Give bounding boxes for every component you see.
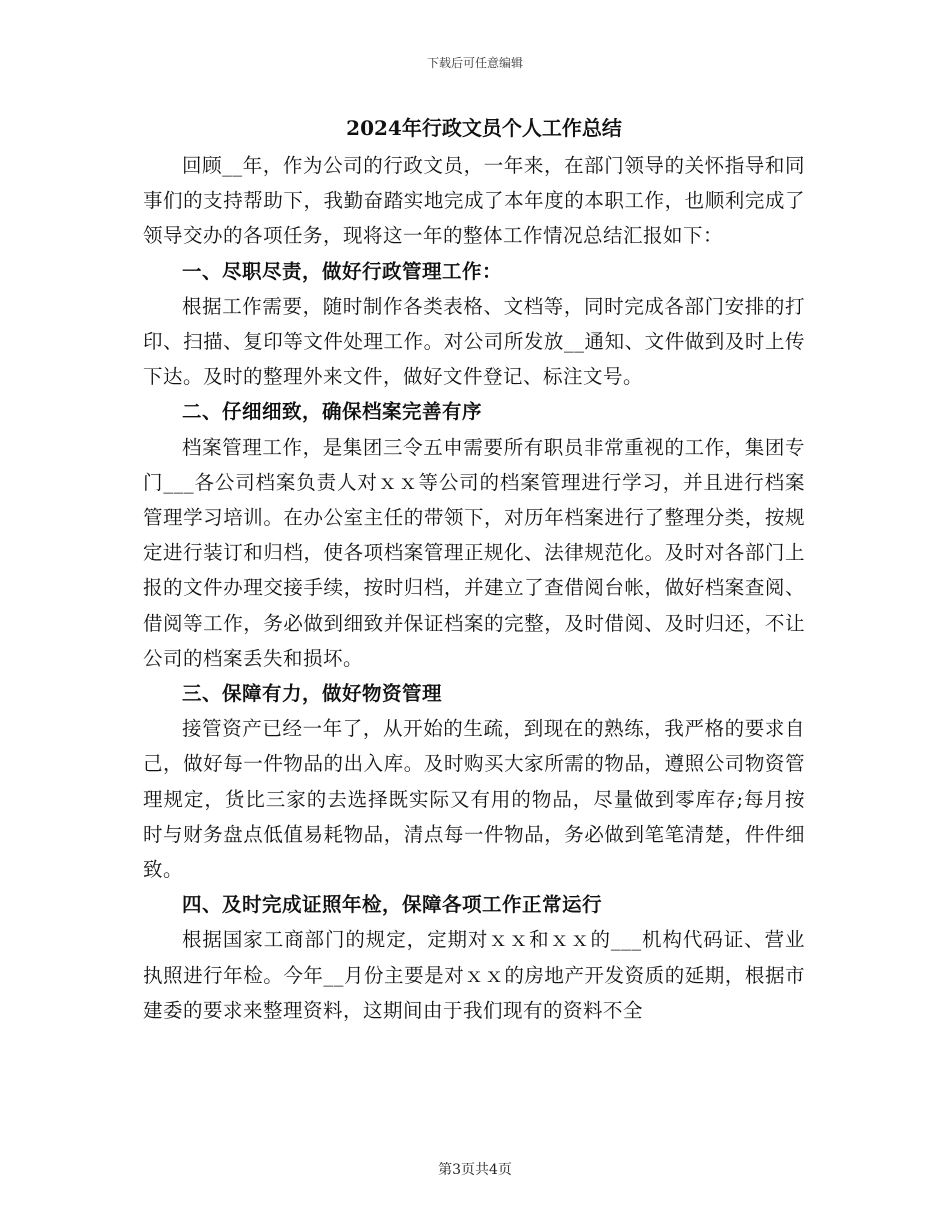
section-heading-3: 三、保障有力，做好物资管理: [182, 682, 443, 706]
section-body-1: 根据工作需要，随时制作各类表格、文档等，同时完成各部门安排的打印、扫描、复印等文件处理工作。对公司所发放__通知、文件做到及时上传下达。及时的整理外来文件，做好文件登记、标注文号。: [143, 294, 805, 389]
section-body-4: 根据国家工商部门的规定，定期对ｘｘ和ｘｘ的___机构代码证、营业执照进行年检。今年__月份主要是对ｘｘ的房地产开发资质的延期，根据市建委的要求来整理资料，这期间由于我们现有的资料不全: [143, 928, 805, 1022]
document-body: [143, 112, 805, 1028]
section-heading-2: 二、仔细细致，确保档案完善有序: [182, 400, 483, 424]
section-body-3: 接管资产已经一年了，从开始的生疏，到现在的熟练，我严格的要求自己，做好每一件物品的出入库。及时购买大家所需的物品，遵照公司物资管理规定，货比三家的去选择既实际又有用的物品，尽量做到零库存;每月按时与财务盘点低值易耗物品，清点每一件物品，务必做到笔笔清楚，件件细致。: [143, 717, 805, 882]
intro-paragraph: 回顾__年，作为公司的行政文员，一年来，在部门领导的关怀指导和同事们的支持帮助下，我勤奋踏实地完成了本年度的本职工作，也顺利完成了领导交办的各项任务，现将这一年的整体工作情况总结汇报如下：: [143, 154, 805, 248]
section-heading-4: 四、及时完成证照年检，保障各项工作正常运行: [182, 893, 603, 917]
page-indicator: 第3页共4页: [438, 1162, 512, 1178]
header-note: 下载后可任意编辑: [426, 56, 523, 70]
section-heading-1: 一、尽职尽责，做好行政管理工作：: [182, 259, 503, 283]
document-title: 2024年行政文员个人工作总结: [346, 116, 622, 140]
section-body-2: 档案管理工作，是集团三令五申需要所有职员非常重视的工作，集团专门___各公司档案负责人对ｘｘ等公司的档案管理进行学习，并且进行档案管理学习培训。在办公室主任的带领下，对历年档案进行了整理分类，按规定进行装订和归档，使各项档案管理正规化、法律规范化。及时对各部门上报的文件办理交接手续，按时归档，并建立了查借阅台帐，做好档案查阅、借阅等工作，务必做到细致并保证档案的完整，及时借阅、及时归还，不让公司的档案丢失和损坏。: [143, 435, 805, 670]
